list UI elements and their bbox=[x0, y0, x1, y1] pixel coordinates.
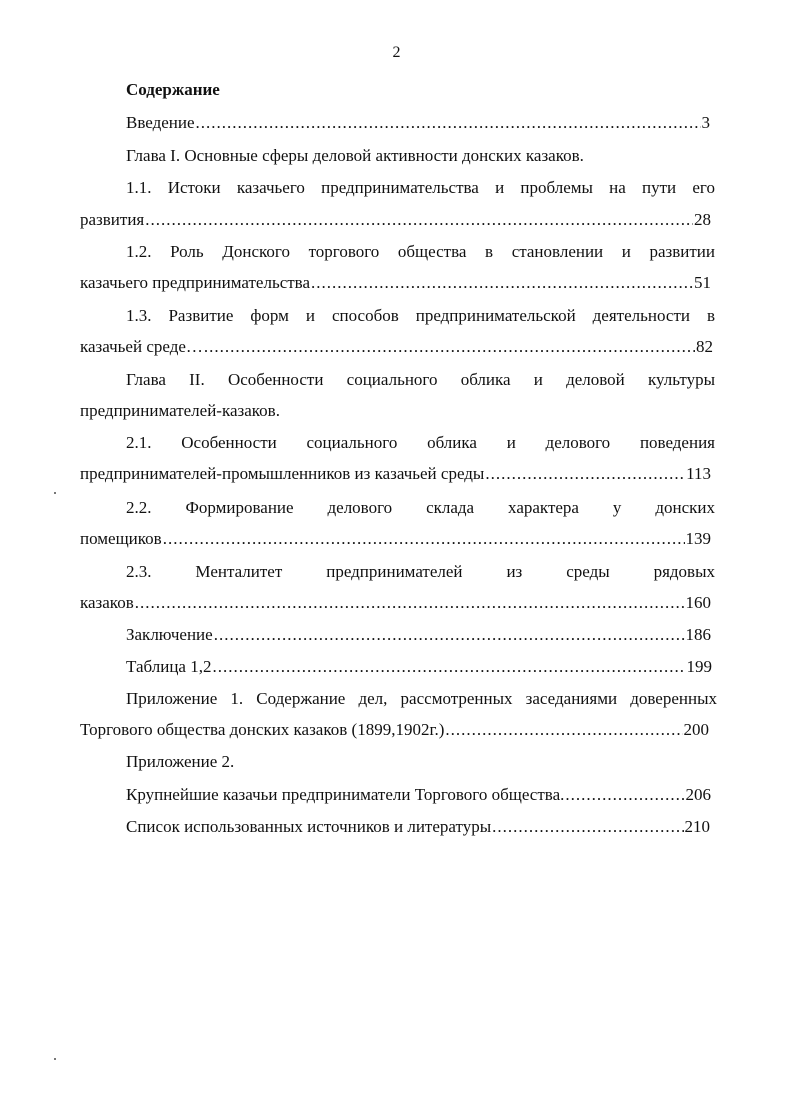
toc-entry-sources bbox=[126, 816, 710, 838]
toc-page: 113 bbox=[686, 464, 711, 483]
toc-chapter-1: Глава I. Основные сферы деловой активности донских казаков. bbox=[126, 146, 584, 165]
toc-heading: Содержание bbox=[126, 80, 220, 99]
toc-entry-appendix-2-item bbox=[126, 784, 711, 806]
toc-page: 82 bbox=[696, 337, 713, 356]
toc-chapter-2-line1: Глава II. Особенности социального облика и деловой культуры bbox=[126, 370, 715, 389]
toc-title: развития bbox=[80, 210, 145, 229]
toc-entry-intro bbox=[126, 112, 710, 134]
toc-page: 139 bbox=[685, 529, 711, 548]
scan-speck bbox=[54, 492, 56, 494]
toc-entry-2-3-line2 bbox=[80, 592, 711, 614]
toc-dots bbox=[214, 624, 685, 646]
toc-entry-tables bbox=[126, 656, 712, 678]
toc-dots bbox=[145, 209, 693, 231]
toc-dots bbox=[492, 816, 683, 838]
toc-entry-appendix-2: Приложение 2. bbox=[126, 752, 235, 771]
toc-title: предпринимателей-промышленников из казачьей среды bbox=[80, 464, 485, 483]
toc-chapter-2-line2: предпринимателей-казаков. bbox=[80, 401, 280, 420]
toc-title: Список использованных источников и литературы bbox=[126, 817, 492, 836]
toc-page: 160 bbox=[685, 593, 711, 612]
toc-dots bbox=[445, 719, 682, 741]
toc-title: казаков bbox=[80, 593, 134, 612]
page-number: 2 bbox=[392, 44, 401, 61]
toc-page: 210 bbox=[684, 817, 710, 836]
toc-entry-appendix-1-line2 bbox=[80, 719, 709, 741]
toc-page: 28 bbox=[694, 210, 711, 229]
toc-dots bbox=[163, 528, 685, 550]
toc-title: Торгового общества донских казаков (1899,1902г.) bbox=[80, 720, 445, 739]
toc-dots bbox=[485, 463, 685, 485]
toc-dots bbox=[565, 784, 684, 806]
toc-title: Таблица 1,2 bbox=[126, 657, 212, 676]
toc-dots bbox=[204, 336, 695, 358]
toc-entry-1-3-line2 bbox=[80, 336, 713, 358]
toc-entry-appendix-1-line1: Приложение 1. Содержание дел, рассмотренных заседаниями доверенных bbox=[126, 689, 717, 708]
toc-entry-1-2-line2 bbox=[80, 272, 711, 294]
toc-entry-1-3-line1: 1.3. Развитие форм и способов предпринимательской деятельности в bbox=[126, 306, 715, 325]
toc-page: 51 bbox=[694, 273, 711, 292]
toc-dots bbox=[135, 592, 685, 614]
toc-entry-conclusion bbox=[126, 624, 711, 646]
toc-title: казачьей среде… bbox=[80, 337, 203, 356]
toc-title: Крупнейшие казачьи предприниматели Торгового общества. bbox=[126, 785, 565, 804]
toc-dots bbox=[212, 656, 685, 678]
toc-dots bbox=[196, 112, 701, 134]
toc-entry-1-1-line2 bbox=[80, 209, 711, 231]
toc-page: 186 bbox=[685, 625, 711, 644]
toc-title: Введение bbox=[126, 113, 195, 132]
toc-page: 206 bbox=[685, 785, 711, 804]
toc-dots bbox=[311, 272, 693, 294]
toc-entry-2-2-line1: 2.2. Формирование делового склада характера у донских bbox=[126, 498, 715, 517]
toc-entry-1-1-line1: 1.1. Истоки казачьего предпринимательства и проблемы на пути его bbox=[126, 178, 715, 197]
toc-entry-2-1-line2 bbox=[80, 463, 711, 485]
toc-title: казачьего предпринимательства bbox=[80, 273, 311, 292]
toc-page: 3 bbox=[701, 113, 710, 132]
toc-entry-2-3-line1: 2.3. Менталитет предпринимателей из среды рядовых bbox=[126, 562, 715, 581]
toc-page: 199 bbox=[686, 657, 712, 676]
toc-title: помещиков bbox=[80, 529, 162, 548]
toc-entry-1-2-line1: 1.2. Роль Донского торгового общества в становлении и развитии bbox=[126, 242, 715, 261]
toc-title: Заключение bbox=[126, 625, 213, 644]
toc-entry-2-2-line2 bbox=[80, 528, 711, 550]
toc-page: 200 bbox=[683, 720, 709, 739]
toc-entry-2-1-line1: 2.1. Особенности социального облика и делового поведения bbox=[126, 433, 715, 452]
scan-speck bbox=[54, 1058, 56, 1060]
